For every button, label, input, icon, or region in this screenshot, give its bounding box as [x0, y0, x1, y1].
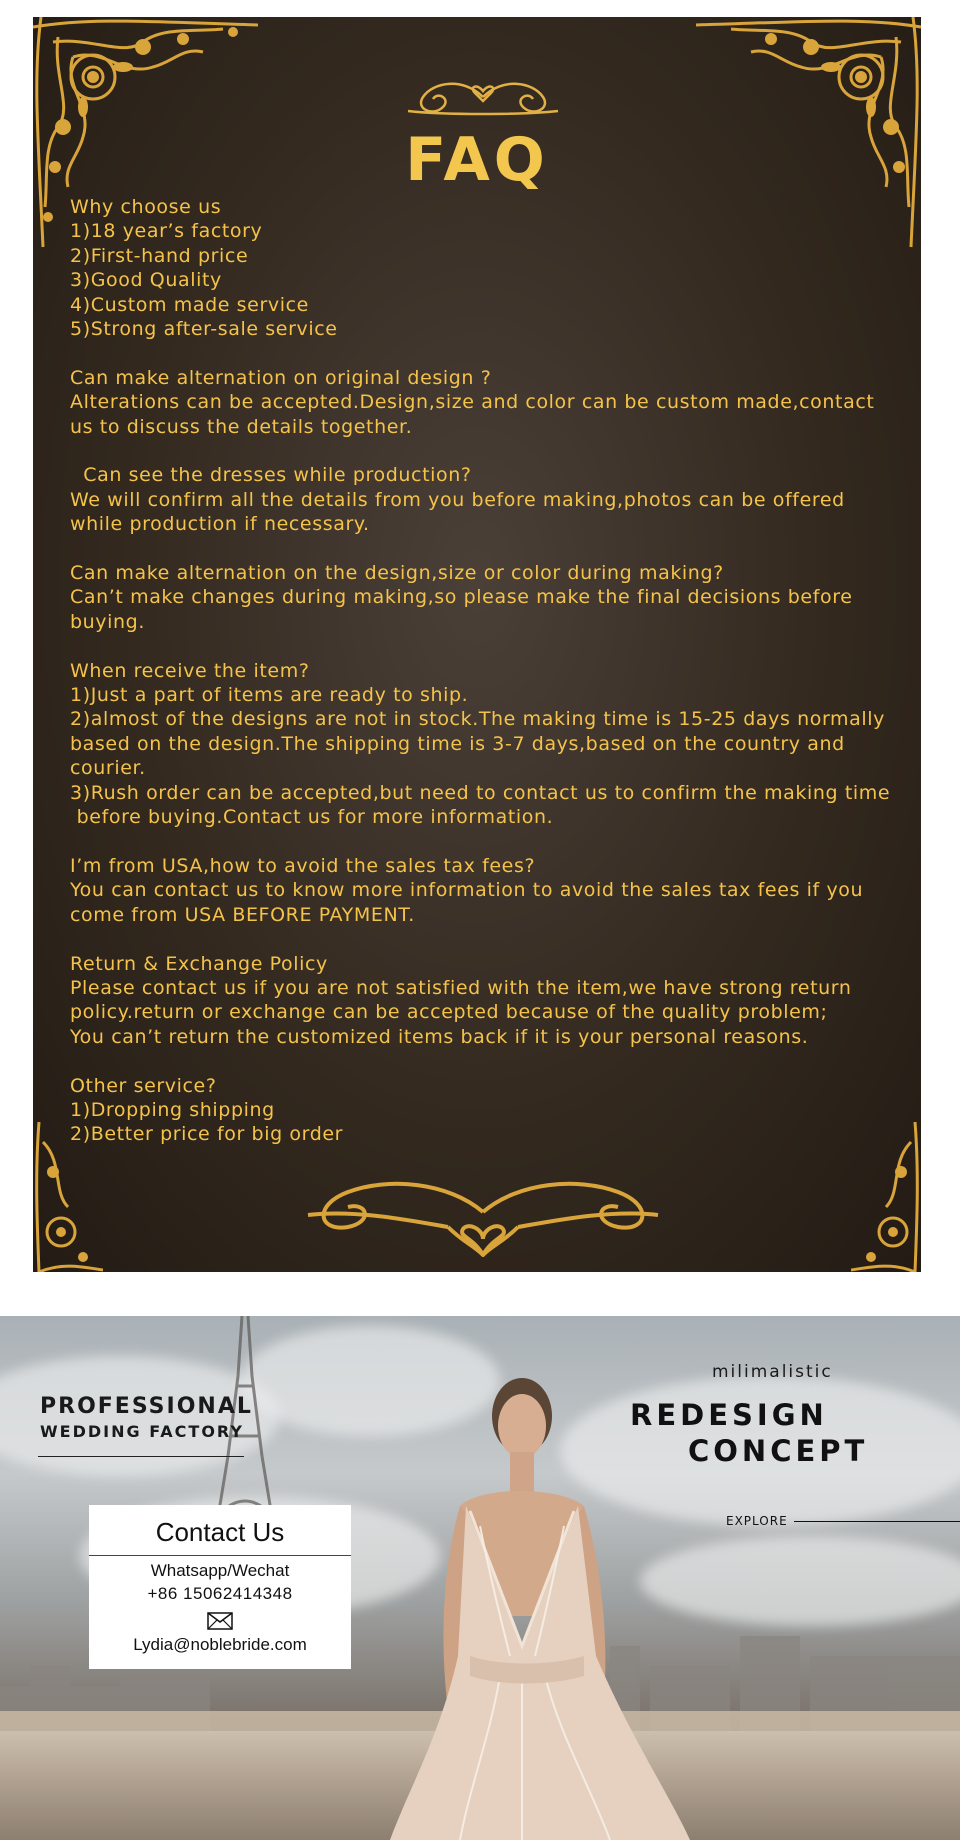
- wedding-banner: [0, 1316, 960, 1840]
- faq-line: Can make alternation on the design,size or color during making?: [70, 562, 724, 585]
- faq-line: 2)almost of the designs are not in stock.The making time is 15-25 days normally: [70, 708, 885, 731]
- faq-line: before buying.Contact us for more information.: [70, 806, 554, 829]
- explore-underline: [794, 1521, 960, 1522]
- faq-line: 4)Custom made service: [70, 293, 309, 316]
- faq-line: us to discuss the details together.: [70, 415, 413, 438]
- faq-line: Please contact us if you are not satisfied with the item,we have strong return: [70, 976, 852, 999]
- faq-line: 1)Just a part of items are ready to ship.: [70, 684, 469, 707]
- faq-line: come from USA BEFORE PAYMENT.: [70, 903, 415, 926]
- faq-line: [70, 537, 910, 561]
- faq-line: 1)Dropping shipping: [70, 1098, 275, 1121]
- heart-flourish-icon: [298, 1167, 668, 1257]
- faq-line: [70, 927, 910, 951]
- divider: [89, 1555, 351, 1556]
- faq-line: [70, 634, 910, 658]
- contact-card: [89, 1505, 351, 1669]
- faq-line: You can contact us to know more information to avoid the sales tax fees if you: [70, 879, 864, 902]
- faq-line: based on the design.The shipping time is 3-7 days,based on the country and: [70, 732, 845, 755]
- faq-line: Other service?: [70, 1074, 217, 1097]
- faq-line: 2)Better price for big order: [70, 1123, 344, 1146]
- email-address[interactable]: Lydia@noblebride.com: [133, 1635, 307, 1654]
- wedding-factory-subtitle: WEDDING FACTORY: [40, 1422, 244, 1441]
- explore-link[interactable]: EXPLORE: [726, 1514, 788, 1528]
- phone-number[interactable]: +86 15062414348: [147, 1584, 293, 1603]
- faq-line: Can’t make changes during making,so please make the final decisions before: [70, 586, 853, 609]
- faq-line: buying.: [70, 610, 145, 633]
- faq-body: [70, 195, 910, 1147]
- faq-line: Return & Exchange Policy: [70, 952, 328, 975]
- contact-title: Contact Us: [155, 1517, 285, 1547]
- faq-line: Alterations can be accepted.Design,size and color can be custom made,contact: [70, 391, 875, 414]
- faq-line: [70, 341, 910, 365]
- faq-line: courier.: [70, 757, 146, 780]
- faq-line: 2)First-hand price: [70, 244, 249, 267]
- faq-line: policy.return or exchange can be accepted because of the quality problem;: [70, 1001, 828, 1024]
- faq-line: When receive the item?: [70, 659, 310, 682]
- whatsapp-label: Whatsapp/Wechat: [150, 1561, 290, 1580]
- faq-line: Can see the dresses while production?: [70, 464, 472, 487]
- heart-flourish-icon: [403, 67, 563, 127]
- faq-line: Can make alternation on original design ?: [70, 366, 492, 389]
- divider: [38, 1456, 244, 1457]
- faq-line: I’m from USA,how to avoid the sales tax fees?: [70, 854, 536, 877]
- faq-panel: [33, 17, 921, 1272]
- faq-line: Why choose us: [70, 196, 222, 218]
- minimalistic-label: milimalistic: [712, 1362, 833, 1382]
- faq-line: 5)Strong after-sale service: [70, 318, 338, 341]
- faq-line: 3)Rush order can be accepted,but need to contact us to confirm the making time: [70, 781, 891, 804]
- redesign-heading: REDESIGN: [630, 1398, 828, 1432]
- envelope-icon: [207, 1612, 233, 1630]
- faq-line: We will confirm all the details from you before making,photos can be offered: [70, 488, 845, 511]
- faq-title: FAQ: [405, 125, 549, 195]
- faq-line: [70, 830, 910, 854]
- faq-line: 3)Good Quality: [70, 269, 222, 292]
- concept-heading: CONCEPT: [688, 1434, 869, 1468]
- faq-line: [70, 439, 910, 463]
- faq-line: [70, 1049, 910, 1073]
- faq-line: 1)18 year’s factory: [70, 220, 263, 243]
- faq-line: You can’t return the customized items back if it is your personal reasons.: [70, 1025, 809, 1048]
- faq-line: while production if necessary.: [70, 513, 370, 536]
- professional-title: PROFESSIONAL: [40, 1394, 253, 1419]
